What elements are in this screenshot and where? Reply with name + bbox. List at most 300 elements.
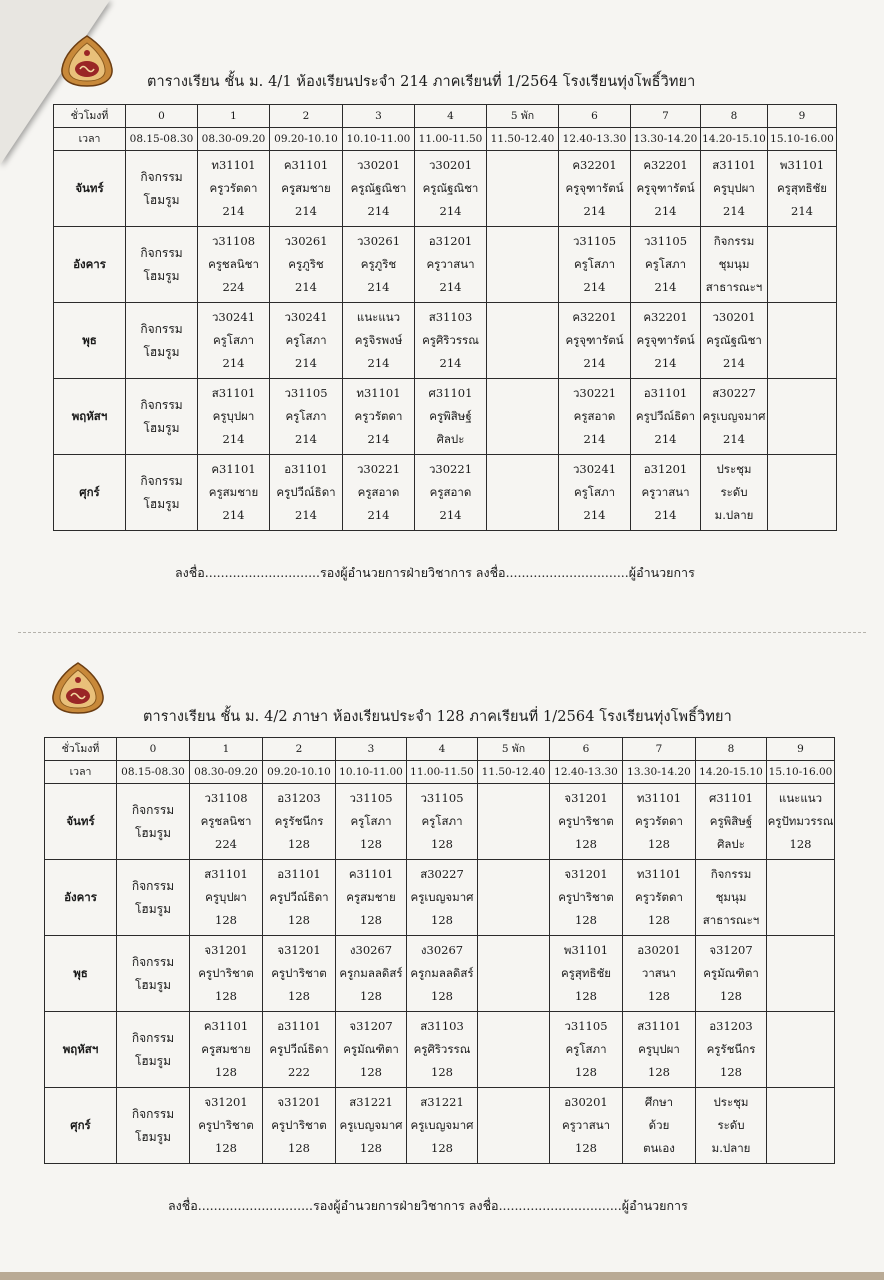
cell-line: 214: [583, 204, 606, 218]
class-cell: [696, 860, 767, 936]
period-header-label: ชั่วโมงที่: [45, 738, 117, 761]
cell-line: ครูณัฐณิชา: [350, 181, 407, 195]
period-number: 8: [696, 738, 767, 761]
empty-cell: [487, 151, 559, 227]
period-time: 10.10-11.00: [343, 128, 415, 151]
period-number: 4: [407, 738, 478, 761]
cell-line: 214: [295, 280, 317, 294]
cell-line: ครูโสภา: [573, 257, 616, 271]
cell-line: ม.ปลาย: [711, 1141, 751, 1155]
cell-line: ครูณัฐณิชา: [422, 181, 479, 195]
signature-line: ลงชื่อ.............................รองผู้อำนวยการฝ่ายวิชาการ ลงชื่อ...............................ผู้อำนวยการ: [175, 565, 695, 580]
class-cell: [407, 936, 478, 1012]
cell-line-primary: กิจกรรม: [140, 473, 183, 488]
cell-line: ครูวรัตดา: [635, 814, 683, 828]
cell-line: วาสนา: [641, 966, 677, 980]
cell-line: ครูบุปผา: [205, 890, 247, 904]
cell-line-primary: ว31105: [349, 791, 393, 805]
period-time: 08.15-08.30: [117, 761, 190, 784]
cell-line: 214: [654, 356, 677, 370]
class-cell: [701, 227, 768, 303]
cell-line: 128: [575, 1141, 597, 1155]
cell-line: ครูภูริช: [288, 257, 324, 271]
class-cell: [631, 379, 701, 455]
cell-line-primary: ศ31101: [428, 386, 473, 400]
cell-line: ครูชลนิชา: [200, 814, 252, 828]
cell-line: 128: [431, 837, 453, 851]
class-cell: [631, 227, 701, 303]
class-cell: [631, 303, 701, 379]
cell-line: 214: [295, 432, 317, 446]
class-cell: [415, 379, 487, 455]
cell-line: 214: [222, 432, 245, 446]
period-number: 6: [559, 105, 631, 128]
class-cell: [198, 151, 270, 227]
cell-line-primary: ส31101: [204, 867, 248, 881]
cell-line-primary: ง30267: [349, 943, 393, 957]
class-cell: [343, 303, 415, 379]
period-number: 0: [126, 105, 198, 128]
class-cell: [415, 151, 487, 227]
period-number: 2: [270, 105, 343, 128]
class-cell: [336, 1012, 407, 1088]
cell-line: 214: [583, 432, 606, 446]
empty-cell: [768, 455, 837, 531]
cell-line: ครูจุฑารัตน์: [636, 181, 695, 195]
class-cell: [550, 936, 623, 1012]
cell-line: 128: [789, 837, 812, 851]
class-cell: [623, 860, 696, 936]
cell-line-primary: ส31101: [712, 158, 756, 172]
cell-line-primary: ว30201: [712, 310, 756, 324]
cell-line: ครูบุปผา: [212, 409, 255, 423]
cell-line-primary: จ31201: [204, 1095, 248, 1109]
cell-line: 214: [654, 508, 677, 522]
class-cell: [701, 303, 768, 379]
cell-line-primary: กิจกรรม: [140, 245, 183, 260]
cell-line: ครูสุทธิชัย: [560, 966, 612, 980]
empty-cell: [478, 1088, 550, 1164]
cell-line-primary: อ30201: [564, 1095, 608, 1109]
cell-line: ครูเบญจมาศ: [410, 1118, 474, 1132]
cell-line: ครูโสภา: [565, 1042, 607, 1056]
cell-line-primary: ว30201: [356, 158, 401, 172]
class-cell: [190, 1088, 263, 1164]
cell-line-primary: ง30267: [420, 943, 464, 957]
cell-line: 128: [288, 989, 310, 1003]
cell-line: ครูบุปผา: [638, 1042, 680, 1056]
cell-line: ม.ปลาย: [714, 508, 754, 522]
period-number: 3: [336, 738, 407, 761]
empty-cell: [487, 455, 559, 531]
cell-line: ศิลปะ: [436, 432, 465, 446]
cell-line-primary: อ31201: [428, 234, 473, 248]
cell-line: ครูศิริวรรณ: [413, 1042, 471, 1056]
class-cell: [407, 860, 478, 936]
cell-line: 128: [215, 1065, 237, 1079]
cell-line: 128: [288, 913, 310, 927]
cell-line: 128: [720, 1065, 742, 1079]
cell-line-primary: แนะแนว: [356, 310, 401, 324]
class-cell: [336, 860, 407, 936]
signature-line: ลงชื่อ.............................รองผู้อำนวยการฝ่ายวิชาการ ลงชื่อ...............................ผู้อำนวยการ: [168, 1198, 688, 1213]
class-cell: [198, 303, 270, 379]
class-cell: [696, 1012, 767, 1088]
table-row: [54, 151, 837, 227]
cell-line: 128: [360, 989, 382, 1003]
class-cell: [343, 151, 415, 227]
period-time: 11.00-11.50: [407, 761, 478, 784]
cell-line: 128: [360, 913, 382, 927]
cell-line: ครูสอาด: [357, 485, 400, 499]
class-cell: [623, 784, 696, 860]
period-time: 15.10-16.00: [768, 128, 837, 151]
class-cell: [263, 1012, 336, 1088]
cell-line-primary: ส31103: [428, 310, 473, 324]
cell-line-primary: แนะแนว: [778, 791, 823, 805]
class-cell: [190, 784, 263, 860]
class-cell: [126, 151, 198, 227]
class-cell: [407, 1012, 478, 1088]
cell-line: ครูภูริช: [360, 257, 397, 271]
class-cell: [343, 455, 415, 531]
period-time: 11.50-12.40: [487, 128, 559, 151]
cell-line: ครูปวีณ์ธิดา: [269, 1042, 329, 1056]
period-time: 12.40-13.30: [550, 761, 623, 784]
class-cell: [270, 455, 343, 531]
schedule-title: ตารางเรียน ชั้น ม. 4/2 ภาษา ห้องเรียนประจำ 128 ภาคเรียนที่ 1/2564 โรงเรียนทุ่งโพธิ์วิทยา: [143, 709, 732, 725]
cell-line-primary: กิจกรรม: [710, 867, 752, 881]
cell-line-primary: ส31103: [420, 1019, 464, 1033]
class-cell: [701, 151, 768, 227]
cell-line-primary: จ31207: [709, 943, 753, 957]
cell-line: ครูปวีณ์ธิดา: [276, 485, 336, 499]
empty-cell: [487, 303, 559, 379]
cell-line-primary: ส31101: [211, 386, 256, 400]
cell-line: ครูปวีณ์ธิดา: [635, 409, 696, 423]
day-label: อังคาร: [54, 227, 126, 303]
cell-line: ครูมัณฑิตา: [703, 966, 759, 980]
cell-line: 128: [648, 913, 670, 927]
cell-line: ครูปาริชาต: [271, 966, 327, 980]
class-cell: [263, 860, 336, 936]
cell-line-primary: ว30221: [356, 462, 401, 476]
schedule-title: ตารางเรียน ชั้น ม. 4/1 ห้องเรียนประจำ 214 ภาคเรียนที่ 1/2564 โรงเรียนทุ่งโพธิ์วิทยา: [147, 74, 696, 90]
cell-line: 214: [367, 508, 390, 522]
cell-line: 214: [367, 280, 390, 294]
cell-line: ชุมนุม: [718, 257, 750, 271]
period-time: 11.50-12.40: [478, 761, 550, 784]
cell-line-primary: กิจกรรม: [140, 321, 183, 336]
empty-cell: [767, 860, 835, 936]
table-row: [45, 1088, 835, 1164]
cell-line: 128: [215, 913, 237, 927]
cell-line: ระดับ: [717, 1118, 745, 1132]
cell-line: ครูณัฐณิชา: [706, 333, 762, 347]
period-number: 9: [767, 738, 835, 761]
period-number: 0: [117, 738, 190, 761]
cell-line: โฮมรูม: [143, 420, 180, 435]
cell-line: 214: [654, 280, 677, 294]
period-time: 08.30-09.20: [198, 128, 270, 151]
period-number: 5 พัก: [478, 738, 550, 761]
table-row: [54, 379, 837, 455]
cell-line: 214: [295, 204, 317, 218]
cell-line-primary: ว30241: [211, 310, 256, 324]
cell-line: ครูปาริชาต: [558, 890, 614, 904]
cell-line-primary: กิจกรรม: [131, 954, 175, 969]
cell-line-primary: ส30227: [712, 386, 756, 400]
empty-cell: [478, 860, 550, 936]
period-number: 7: [631, 105, 701, 128]
cell-line-primary: อ31101: [277, 867, 321, 881]
table-row: [45, 784, 835, 860]
period-time: 12.40-13.30: [559, 128, 631, 151]
cell-line-primary: กิจกรรม: [131, 1030, 175, 1045]
cell-line: 128: [360, 1141, 382, 1155]
cell-line: 128: [215, 1141, 237, 1155]
table-row: [45, 860, 835, 936]
cell-line: 128: [431, 913, 453, 927]
class-cell: [190, 860, 263, 936]
class-cell: [270, 227, 343, 303]
cell-line: 214: [791, 204, 813, 218]
cell-line-primary: ประชุม: [716, 462, 752, 476]
cell-line: 224: [222, 280, 245, 294]
class-cell: [198, 227, 270, 303]
cell-line: ครูจุฑารัตน์: [565, 333, 624, 347]
day-label: พฤหัสฯ: [54, 379, 126, 455]
class-cell: [415, 303, 487, 379]
cell-line: 214: [222, 204, 245, 218]
class-cell: [415, 455, 487, 531]
cell-line: ครูศิริวรรณ: [422, 333, 479, 347]
cell-line: 128: [575, 989, 597, 1003]
cell-line-primary: ว30201: [428, 158, 473, 172]
day-label: พุธ: [54, 303, 126, 379]
class-cell: [198, 455, 270, 531]
class-cell: [623, 1012, 696, 1088]
cell-line: 214: [222, 356, 245, 370]
cell-line: สาธารณะฯ: [705, 280, 763, 294]
cell-line-primary: ค31101: [348, 867, 394, 881]
cell-line: ครูโสภา: [573, 485, 616, 499]
cell-line: 128: [288, 1141, 310, 1155]
class-cell: [117, 860, 190, 936]
table-row: [54, 455, 837, 531]
cell-line: 128: [648, 989, 670, 1003]
cell-line-primary: ว31108: [211, 234, 256, 248]
cell-line-primary: ส31101: [637, 1019, 681, 1033]
period-time: 09.20-10.10: [263, 761, 336, 784]
cell-line: 214: [367, 356, 390, 370]
class-cell: [623, 1088, 696, 1164]
cell-line-primary: ว31105: [643, 234, 688, 248]
timetable-4-1: [53, 104, 837, 531]
cell-line-primary: ค32201: [643, 158, 688, 172]
period-number: 2: [263, 738, 336, 761]
cell-line: 214: [583, 280, 606, 294]
cell-line: 128: [720, 989, 742, 1003]
cell-line: ครูวรัตดา: [635, 890, 683, 904]
cell-line-primary: อ30201: [637, 943, 681, 957]
class-cell: [336, 936, 407, 1012]
period-number: 3: [343, 105, 415, 128]
class-cell: [559, 227, 631, 303]
cell-line: 128: [648, 1065, 670, 1079]
class-cell: [126, 227, 198, 303]
cell-line: ครูสอาด: [573, 409, 616, 423]
cell-line-primary: กิจกรรม: [131, 878, 175, 893]
cell-line: ครูเบญจมาศ: [410, 890, 474, 904]
cell-line: ครูวาสนา: [426, 257, 475, 271]
cell-line: ครูปัทมวรรณ: [767, 814, 834, 828]
class-cell: [407, 1088, 478, 1164]
cell-line: 214: [439, 356, 462, 370]
cell-line: ศิลปะ: [717, 837, 745, 851]
cell-line-primary: จ31201: [204, 943, 248, 957]
cell-line: 214: [654, 204, 677, 218]
cell-line: 128: [431, 1065, 453, 1079]
cell-line-primary: ศึกษา: [644, 1095, 674, 1109]
class-cell: [559, 379, 631, 455]
class-cell: [270, 151, 343, 227]
cell-line-primary: จ31201: [277, 943, 321, 957]
cell-line: โฮมรูม: [134, 825, 172, 840]
table-surface: [0, 1272, 884, 1280]
empty-cell: [768, 227, 837, 303]
table-row: [45, 1012, 835, 1088]
cell-line: 224: [215, 837, 237, 851]
cell-line-primary: กิจกรรม: [131, 1106, 175, 1121]
cell-line-primary: อ31101: [277, 1019, 321, 1033]
period-time: 08.30-09.20: [190, 761, 263, 784]
cell-line: 128: [288, 837, 310, 851]
day-label: พุธ: [45, 936, 117, 1012]
cell-line: ครูมัณฑิตา: [343, 1042, 399, 1056]
cell-line: ครูพิสิษฐ์: [429, 409, 472, 423]
cell-line: ครูปาริชาต: [271, 1118, 327, 1132]
cell-line: ครูเบญจมาศ: [702, 409, 766, 423]
cell-line: ชุมนุม: [715, 890, 747, 904]
cut-line: [18, 632, 866, 633]
class-cell: [701, 455, 768, 531]
cell-line-primary: ว30261: [356, 234, 401, 248]
cell-line-primary: ว30221: [428, 462, 473, 476]
school-emblem-icon: [56, 33, 118, 89]
cell-line: ครูโสภา: [421, 814, 463, 828]
period-time: 14.20-15.10: [696, 761, 767, 784]
cell-line-primary: อ31203: [277, 791, 321, 805]
cell-line: 128: [360, 1065, 382, 1079]
empty-cell: [767, 1012, 835, 1088]
cell-line-primary: ค31101: [283, 158, 329, 172]
cell-line: 214: [367, 432, 390, 446]
class-cell: [768, 151, 837, 227]
empty-cell: [487, 379, 559, 455]
period-number: 1: [190, 738, 263, 761]
class-cell: [767, 784, 835, 860]
cell-line: ครูสมชาย: [208, 485, 259, 499]
cell-line-primary: จ31201: [277, 1095, 321, 1109]
class-cell: [126, 379, 198, 455]
cell-line-primary: พ31101: [563, 943, 609, 957]
table-row: [54, 303, 837, 379]
cell-line-primary: อ31101: [643, 386, 688, 400]
class-cell: [343, 227, 415, 303]
class-cell: [701, 379, 768, 455]
cell-line: โฮมรูม: [134, 1053, 172, 1068]
period-time: 15.10-16.00: [767, 761, 835, 784]
cell-line: ตนเอง: [643, 1141, 675, 1155]
cell-line: ครูจิรพงษ์: [354, 333, 403, 347]
cell-line: 214: [723, 356, 745, 370]
period-number: 7: [623, 738, 696, 761]
cell-line-primary: ค31101: [203, 1019, 249, 1033]
cell-line-primary: ว30261: [284, 234, 328, 248]
cell-line-primary: ว31105: [284, 386, 328, 400]
timetable-4-2: [44, 737, 835, 1164]
class-cell: [336, 784, 407, 860]
class-cell: [407, 784, 478, 860]
class-cell: [559, 455, 631, 531]
cell-line-primary: ประชุม: [713, 1095, 749, 1109]
class-cell: [270, 379, 343, 455]
time-header-label: เวลา: [54, 128, 126, 151]
cell-line: โฮมรูม: [143, 192, 180, 207]
day-label: จันทร์: [45, 784, 117, 860]
class-cell: [263, 784, 336, 860]
period-number: 9: [768, 105, 837, 128]
school-emblem-icon: [47, 660, 109, 716]
cell-line: 128: [215, 989, 237, 1003]
cell-line-primary: อ31201: [643, 462, 688, 476]
day-label: พฤหัสฯ: [45, 1012, 117, 1088]
cell-line: ครูวรัตดา: [209, 181, 258, 195]
cell-line: 214: [583, 356, 606, 370]
cell-line: ครูปาริชาต: [198, 1118, 254, 1132]
class-cell: [696, 936, 767, 1012]
period-time: 10.10-11.00: [336, 761, 407, 784]
period-number: 8: [701, 105, 768, 128]
cell-line-primary: จ31201: [564, 867, 608, 881]
cell-line: 214: [295, 356, 317, 370]
period-number: 1: [198, 105, 270, 128]
period-time: 08.15-08.30: [126, 128, 198, 151]
cell-line-primary: กิจกรรม: [140, 397, 183, 412]
cell-line: โฮมรูม: [134, 977, 172, 992]
class-cell: [623, 936, 696, 1012]
cell-line-primary: ท31101: [211, 158, 256, 172]
cell-line: ครูชลนิชา: [208, 257, 259, 271]
cell-line-primary: ว31105: [564, 1019, 608, 1033]
cell-line: ครูวาสนา: [641, 485, 690, 499]
cell-line: 128: [431, 1141, 453, 1155]
empty-cell: [768, 303, 837, 379]
class-cell: [559, 151, 631, 227]
cell-line: 128: [360, 837, 382, 851]
cell-line-primary: ค32201: [643, 310, 688, 324]
day-label: จันทร์: [54, 151, 126, 227]
cell-line-primary: ค32201: [572, 158, 617, 172]
period-time: 13.30-14.20: [631, 128, 701, 151]
cell-line: ครูสมชาย: [281, 181, 331, 195]
cell-line: ครูวรัตดา: [354, 409, 403, 423]
cell-line: 128: [575, 1065, 597, 1079]
cell-line-primary: ศ31101: [709, 791, 753, 805]
cell-line: 214: [222, 508, 245, 522]
cell-line: ครูรัชนีกร: [706, 1042, 756, 1056]
